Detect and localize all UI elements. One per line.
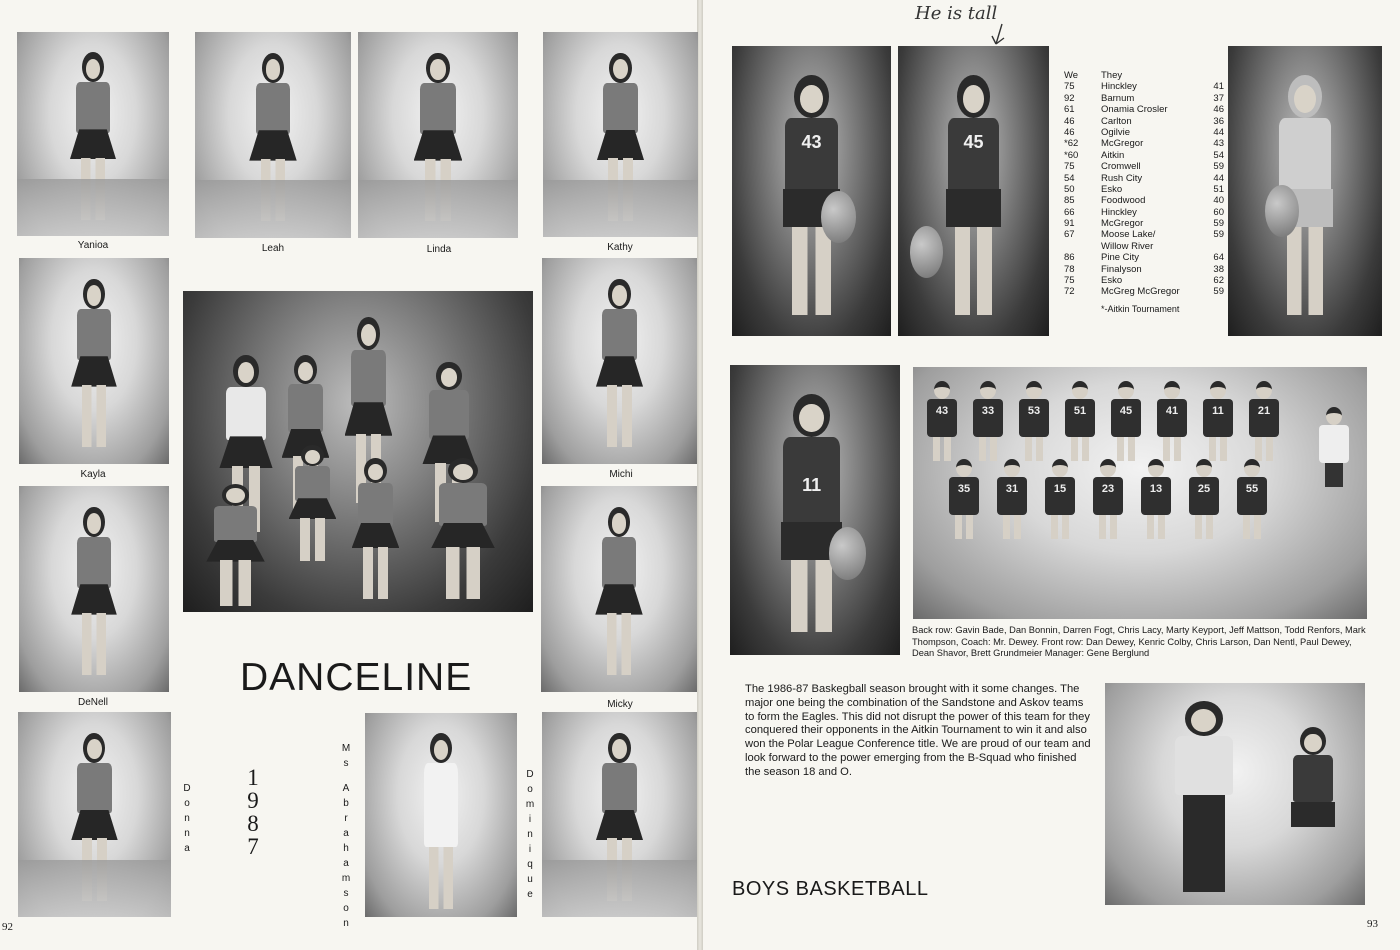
roster-caption: Back row: Gavin Bade, Dan Bonnin, Darren Fogt, Chris Lacy, Marty Keyport, Jeff Mattson, Todd Renfors, Mark Thompson, Coach: Mr. Dewey. Front row: Dan Dewey, Kenric Colby, Chris Larson, Dan Nentl, Paul Dewey, Dean Shavor, Brett Grundmeier Manager: Gene Berglund [912, 625, 1366, 659]
photo-kayla [19, 258, 169, 464]
team-player [1243, 381, 1285, 461]
score-we: 46 [1064, 126, 1075, 138]
score-row [1064, 218, 1224, 229]
dancer-figure [588, 507, 650, 676]
basketball-icon [829, 527, 866, 579]
basketball-icon [1265, 185, 1299, 237]
photo-kathy [543, 32, 698, 237]
danceline-title: DANCELINE [240, 656, 473, 699]
score-we: 92 [1064, 92, 1075, 104]
score-opponent: McGregor [1101, 218, 1144, 230]
player-figure [928, 75, 1019, 313]
score-they: 64 [1213, 252, 1224, 264]
score-we: *60 [1064, 149, 1079, 161]
score-we: 75 [1064, 275, 1075, 287]
score-they: 40 [1213, 195, 1224, 207]
score-row [1064, 241, 1224, 252]
team-player [1231, 459, 1273, 539]
team-jersey-number: 51 [1073, 405, 1087, 417]
score-we: 75 [1064, 81, 1075, 93]
score-row [1064, 161, 1224, 172]
caption-kayla: Kayla [80, 469, 106, 480]
team-jersey-number: 11 [1212, 405, 1224, 417]
team-player [1039, 459, 1081, 539]
score-we: 85 [1064, 195, 1075, 207]
score-row [1064, 207, 1224, 218]
score-row [1064, 127, 1224, 138]
team-player [921, 381, 963, 461]
team-jersey-number: 31 [1005, 483, 1019, 495]
caption-micky: Micky [607, 699, 633, 710]
team-jersey-number: 43 [935, 405, 949, 417]
handwritten-note: He is tall [915, 3, 998, 24]
vertical-caption-dominique: D o m i n i q u e [525, 769, 535, 900]
score-row [1064, 116, 1224, 127]
photo-michi [542, 258, 697, 464]
team-jersey-number: 13 [1149, 483, 1163, 495]
score-row [1064, 252, 1224, 263]
scores-footnote: *-Aitkin Tournament [1101, 303, 1180, 314]
score-row [1064, 184, 1224, 195]
score-we: 50 [1064, 183, 1075, 195]
team-player [1151, 381, 1193, 461]
score-we: 78 [1064, 263, 1075, 275]
score-they: 36 [1213, 115, 1224, 127]
score-we: 75 [1064, 161, 1075, 173]
caption-yanioa: Yanioa [77, 240, 109, 251]
score-we: 46 [1064, 115, 1075, 127]
page-number-left: 92 [2, 921, 13, 933]
team-jersey-number: 33 [981, 405, 995, 417]
score-we: 72 [1064, 286, 1075, 298]
team-jersey-number: 35 [957, 483, 971, 495]
score-they: 44 [1213, 172, 1224, 184]
photo-linda [358, 32, 518, 238]
score-opponent: Cromwell [1101, 161, 1141, 173]
score-opponent: Esko [1101, 275, 1123, 287]
team-player [1013, 381, 1055, 461]
score-opponent: Aitkin [1101, 149, 1125, 161]
player-figure [1277, 727, 1350, 882]
team-player [1105, 381, 1147, 461]
photo-micky [541, 486, 697, 692]
score-opponent: Hinckley [1101, 206, 1137, 218]
score-opponent: Hinckley [1101, 81, 1137, 93]
team-player [1059, 381, 1101, 461]
photo-player-11 [730, 365, 900, 655]
scores-header: We They [1064, 70, 1123, 81]
caption-kathy: Kathy [607, 242, 633, 253]
team-player [967, 381, 1009, 461]
dancer-figure [406, 53, 470, 222]
photo-player-43 [732, 46, 891, 336]
score-opponent: Moose Lake/ [1101, 229, 1156, 241]
team-jersey-number: 53 [1027, 405, 1041, 417]
dancer-figure [281, 445, 344, 561]
page-number-right: 93 [1367, 918, 1378, 930]
jersey-number: 43 [801, 132, 822, 153]
score-they: 43 [1213, 138, 1224, 150]
score-they: 46 [1213, 104, 1224, 116]
team-player [1197, 381, 1239, 461]
score-row [1064, 195, 1224, 206]
dancer-figure [344, 458, 407, 599]
score-opponent: Ogilvie [1101, 126, 1131, 138]
photo-donna [18, 712, 171, 917]
jersey-number: 11 [802, 474, 822, 495]
dancer-figure [64, 279, 124, 448]
photo-leah [195, 32, 351, 238]
team-jersey-number: 45 [1119, 405, 1133, 417]
team-player [1183, 459, 1225, 539]
dancer-figure [421, 458, 505, 599]
score-row [1064, 138, 1224, 149]
score-row [1064, 93, 1224, 104]
photo-denell [19, 486, 169, 692]
handwritten-arrow-icon [990, 22, 1014, 48]
photo-player-45 [898, 46, 1049, 336]
score-they: 44 [1213, 126, 1224, 138]
score-they: 59 [1213, 218, 1224, 230]
dancer-figure [589, 279, 651, 448]
vertical-year: 1 9 8 7 [247, 765, 259, 859]
photo-dominique [542, 712, 697, 917]
team-player [991, 459, 1033, 539]
photo-ms-abrahamson [365, 713, 517, 917]
score-row [1064, 286, 1224, 297]
jersey-number: 45 [963, 132, 984, 153]
score-opponent: Foodwood [1101, 195, 1146, 207]
coach-figure [411, 733, 472, 900]
score-row [1064, 104, 1224, 115]
score-we: 86 [1064, 252, 1075, 264]
score-we: *62 [1064, 138, 1079, 150]
vertical-caption-donna: D o n n a [183, 783, 191, 854]
score-opponent: Rush City [1101, 172, 1143, 184]
score-we: 54 [1064, 172, 1075, 184]
score-opponent: McGreg McGregor [1101, 286, 1180, 298]
dancer-figure [64, 507, 124, 676]
score-row [1064, 264, 1224, 275]
score-we: 91 [1064, 218, 1075, 230]
team-jersey-number: 55 [1245, 483, 1259, 495]
caption-michi: Michi [609, 469, 633, 480]
caption-leah: Leah [261, 243, 285, 254]
score-they: 41 [1213, 81, 1224, 93]
team-jersey-number: 23 [1101, 483, 1115, 495]
team-player [1135, 459, 1177, 539]
dancer-figure [590, 53, 652, 221]
boys-basketball-title: BOYS BASKETBALL [732, 878, 929, 900]
photo-yanioa [17, 32, 169, 236]
scores-table [1064, 70, 1224, 315]
basketball-icon [821, 191, 856, 243]
score-opponent: Willow River [1101, 240, 1154, 252]
score-opponent: Barnum [1101, 92, 1135, 104]
dancer-figure [64, 733, 125, 901]
score-they: 60 [1213, 206, 1224, 218]
dancer-figure [63, 52, 124, 219]
team-jersey-number: 15 [1053, 483, 1067, 495]
dancer-figure [242, 53, 304, 222]
basketball-icon [910, 226, 943, 278]
dancer-figure [589, 733, 651, 901]
team-jersey-number: 21 [1257, 405, 1271, 417]
team-jersey-number: 25 [1197, 483, 1211, 495]
team-grid [913, 367, 1367, 619]
team-player [943, 459, 985, 539]
vertical-caption-ms-abrahamson: M s A b r a h a m s o n [341, 743, 351, 929]
score-they: 62 [1213, 275, 1224, 287]
player-figure [761, 394, 863, 632]
score-we: 61 [1064, 104, 1075, 116]
coach-figure [1152, 701, 1256, 896]
score-row [1064, 275, 1224, 286]
score-they: 59 [1213, 161, 1224, 173]
score-opponent: Finalyson [1101, 263, 1142, 275]
photo-coach [1105, 683, 1365, 905]
team-coach [1313, 407, 1355, 487]
photo-danceline-group [183, 291, 533, 612]
score-row [1064, 150, 1224, 161]
photo-player-blond [1228, 46, 1382, 336]
score-they: 59 [1213, 229, 1224, 241]
score-they: 59 [1213, 286, 1224, 298]
score-they: 51 [1213, 183, 1224, 195]
score-row [1064, 173, 1224, 184]
score-row [1064, 81, 1224, 92]
score-they: 38 [1213, 263, 1224, 275]
score-opponent: Esko [1101, 183, 1123, 195]
score-opponent: Onamia Crosler [1101, 104, 1168, 116]
score-they: 54 [1213, 149, 1224, 161]
score-we: 67 [1064, 229, 1075, 241]
team-jersey-number: 41 [1165, 405, 1179, 417]
photo-team-roster [913, 367, 1367, 619]
score-opponent: McGregor [1101, 138, 1144, 150]
score-they: 37 [1213, 92, 1224, 104]
season-summary: The 1986-87 Baskegball season brought with it some changes. The major one being the combination of the Sandstone and Askov teams to form the Eagles. This did not disrupt the power of this team for they conquered their opponents in the Aitkin Tournament to win it and also won the Polar League Conference title. We are proud of our team and look forward to the power emerging from the B-Squad who finished the season 18 and O. [745, 683, 1091, 778]
score-opponent: Pine City [1101, 252, 1140, 264]
caption-linda: Linda [426, 244, 452, 255]
team-player [1087, 459, 1129, 539]
dancer-figure [197, 484, 274, 606]
score-we: 66 [1064, 206, 1075, 218]
caption-denell: DeNell [77, 697, 108, 708]
score-opponent: Carlton [1101, 115, 1132, 127]
score-row [1064, 229, 1224, 240]
